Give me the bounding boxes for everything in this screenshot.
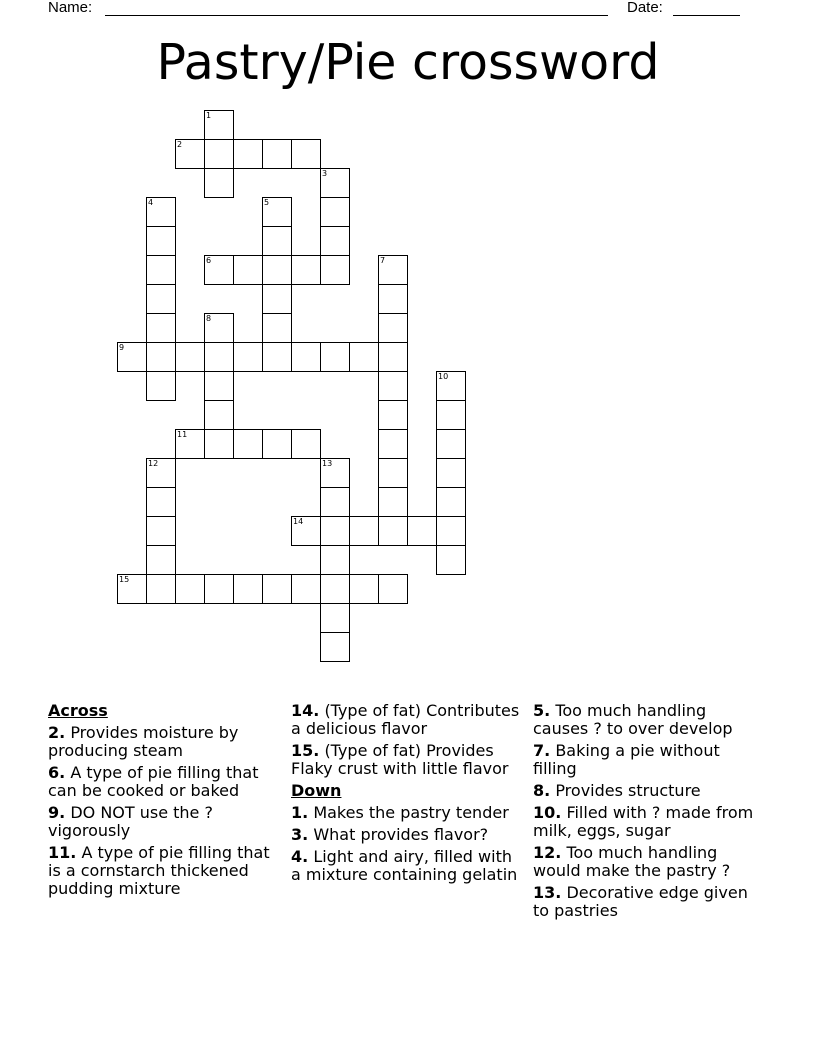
cell-number: 11: [177, 430, 188, 439]
grid-cell[interactable]: [146, 226, 176, 256]
clue-across-11: 11. A type of pie filling that is a cornstarch thickened pudding mixture: [48, 843, 270, 898]
clue-down-10: 10. Filled with ? made from milk, eggs, sugar: [533, 803, 754, 840]
grid-cell[interactable]: [204, 139, 234, 169]
grid-cell[interactable]: [146, 255, 176, 285]
grid-cell[interactable]: [349, 574, 379, 604]
grid-cell[interactable]: [146, 313, 176, 343]
clue-down-5: 5. Too much handling causes ? to over develop: [533, 701, 733, 738]
grid-cell[interactable]: [262, 255, 292, 285]
grid-cell[interactable]: [146, 545, 176, 575]
grid-cell[interactable]: [378, 342, 408, 372]
grid-cell[interactable]: [204, 255, 234, 285]
grid-cell[interactable]: [320, 516, 350, 546]
grid-cell[interactable]: [291, 574, 321, 604]
cell-number: 13: [322, 459, 333, 468]
grid-cell[interactable]: [320, 255, 350, 285]
clues-column-2: [291, 702, 523, 888]
grid-cell[interactable]: [291, 139, 321, 169]
clue-down-8: 8. Provides structure: [533, 781, 701, 800]
grid-cell[interactable]: [291, 516, 321, 546]
grid-cell[interactable]: [204, 400, 234, 430]
grid-cell[interactable]: [378, 429, 408, 459]
across-heading: Across: [48, 701, 108, 720]
grid-cell[interactable]: [320, 545, 350, 575]
grid-cell[interactable]: [204, 313, 234, 343]
grid-cell[interactable]: [378, 458, 408, 488]
cell-number: 5: [264, 198, 270, 207]
grid-cell[interactable]: [291, 342, 321, 372]
grid-cell[interactable]: [146, 197, 176, 227]
grid-cell[interactable]: [204, 429, 234, 459]
cell-number: 12: [148, 459, 159, 468]
page-title: Pastry/Pie crossword: [156, 34, 660, 91]
clue-across-2: 2. Provides moisture by producing steam: [48, 723, 239, 760]
grid-cell[interactable]: [378, 313, 408, 343]
grid-cell[interactable]: [146, 574, 176, 604]
cell-number: 14: [293, 517, 304, 526]
cell-number: 4: [148, 198, 154, 207]
clues-column-1: [48, 702, 280, 902]
clue-down-1: 1. Makes the pastry tender: [291, 803, 509, 822]
name-label: Name:: [48, 0, 93, 16]
grid-cell[interactable]: [436, 545, 466, 575]
grid-cell[interactable]: [378, 371, 408, 401]
grid-cell[interactable]: [378, 284, 408, 314]
grid-cell[interactable]: [262, 197, 292, 227]
grid-cell[interactable]: [146, 284, 176, 314]
grid-cell[interactable]: [117, 342, 147, 372]
clue-down-12: 12. Too much handling would make the pastry ?: [533, 843, 731, 880]
grid-cell[interactable]: [233, 574, 263, 604]
grid-cell[interactable]: [233, 139, 263, 169]
date-label: Date:: [627, 0, 663, 16]
grid-cell[interactable]: [262, 226, 292, 256]
grid-cell[interactable]: [262, 284, 292, 314]
grid-cell[interactable]: [262, 429, 292, 459]
grid-cell[interactable]: [320, 487, 350, 517]
cell-number: 10: [438, 372, 449, 381]
grid-cell[interactable]: [436, 487, 466, 517]
grid-cell[interactable]: [146, 516, 176, 546]
grid-cell[interactable]: [320, 342, 350, 372]
grid-cell[interactable]: [436, 516, 466, 546]
grid-cell[interactable]: [117, 574, 147, 604]
cell-number: 7: [380, 256, 386, 265]
grid-cell[interactable]: [262, 342, 292, 372]
cell-number: 2: [177, 140, 183, 149]
grid-cell[interactable]: [262, 313, 292, 343]
clue-down-4: 4. Light and airy, filled with a mixture containing gelatin: [291, 847, 518, 884]
grid-cell[interactable]: [233, 429, 263, 459]
grid-cell[interactable]: [233, 255, 263, 285]
grid-cell[interactable]: [407, 516, 437, 546]
grid-cell[interactable]: [146, 342, 176, 372]
clues-column-3: [533, 702, 765, 924]
grid-cell[interactable]: [291, 255, 321, 285]
grid-cell[interactable]: [175, 342, 205, 372]
grid-cell[interactable]: [378, 516, 408, 546]
down-heading: Down: [291, 781, 342, 800]
grid-cell[interactable]: [378, 400, 408, 430]
grid-cell[interactable]: [378, 574, 408, 604]
grid-cell[interactable]: [320, 574, 350, 604]
grid-cell[interactable]: [436, 400, 466, 430]
grid-cell[interactable]: [146, 487, 176, 517]
grid-cell[interactable]: [378, 487, 408, 517]
clue-down-3: 3. What provides flavor?: [291, 825, 489, 844]
grid-cell[interactable]: [175, 429, 205, 459]
cell-number: 15: [119, 575, 130, 584]
cell-number: 6: [206, 256, 212, 265]
clue-across-9: 9. DO NOT use the ? vigorously: [48, 803, 213, 840]
cell-number: 8: [206, 314, 212, 323]
cell-number: 3: [322, 169, 328, 178]
grid-cell[interactable]: [204, 168, 234, 198]
cell-number: 9: [119, 343, 125, 352]
grid-cell[interactable]: [320, 458, 350, 488]
grid-cell[interactable]: [262, 139, 292, 169]
grid-cell[interactable]: [146, 458, 176, 488]
grid-cell[interactable]: [320, 226, 350, 256]
clue-down-7: 7. Baking a pie without filling: [533, 741, 720, 778]
grid-cell[interactable]: [378, 255, 408, 285]
grid-cell[interactable]: [204, 371, 234, 401]
grid-cell[interactable]: [146, 371, 176, 401]
grid-cell[interactable]: [291, 429, 321, 459]
grid-cell[interactable]: [233, 342, 263, 372]
grid-cell[interactable]: [320, 603, 350, 633]
grid-cell[interactable]: [204, 342, 234, 372]
grid-cell[interactable]: [436, 371, 466, 401]
grid-cell[interactable]: [175, 574, 205, 604]
cell-number: 1: [206, 111, 212, 120]
grid-cell[interactable]: [349, 342, 379, 372]
clue-across-6: 6. A type of pie filling that can be cooked or baked: [48, 763, 259, 800]
clue-across-15: 15. (Type of fat) Provides Flaky crust with little flavor: [291, 741, 509, 778]
grid-cell[interactable]: [320, 168, 350, 198]
grid-cell[interactable]: [320, 632, 350, 662]
grid-cell[interactable]: [175, 139, 205, 169]
grid-cell[interactable]: [320, 197, 350, 227]
clue-down-13: 13. Decorative edge given to pastries: [533, 883, 748, 920]
grid-cell[interactable]: [349, 516, 379, 546]
grid-cell[interactable]: [204, 110, 234, 140]
clue-across-14: 14. (Type of fat) Contributes a delicious flavor: [291, 701, 520, 738]
grid-cell[interactable]: [436, 429, 466, 459]
grid-cell[interactable]: [204, 574, 234, 604]
grid-cell[interactable]: [262, 574, 292, 604]
grid-cell[interactable]: [436, 458, 466, 488]
